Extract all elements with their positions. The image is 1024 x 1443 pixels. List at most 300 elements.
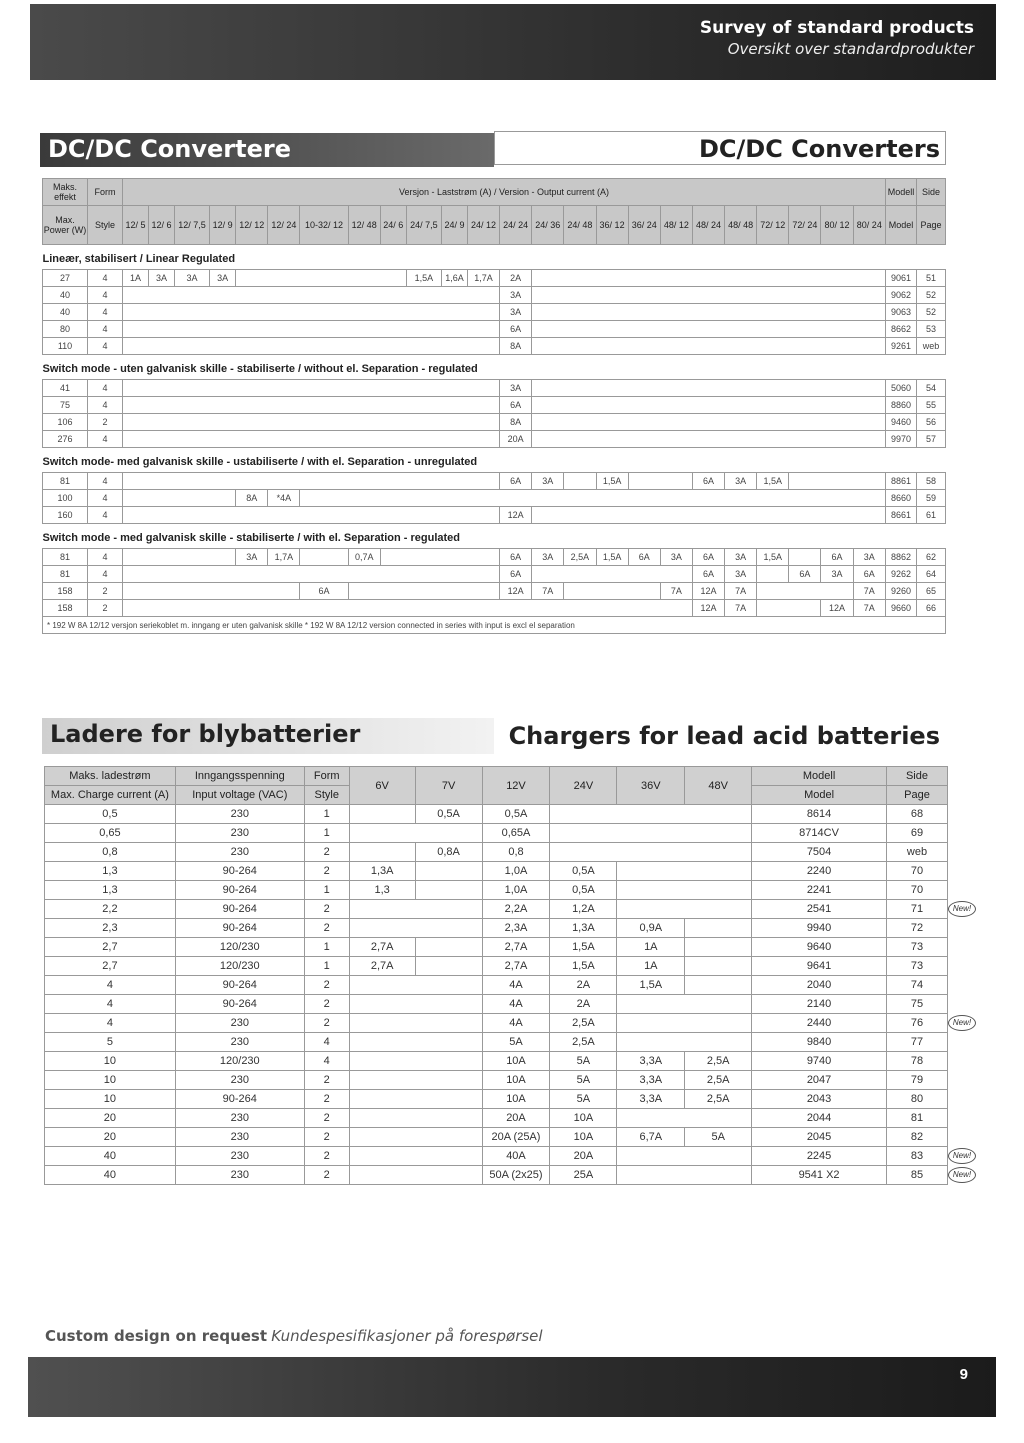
table-cell: 10A xyxy=(550,1128,617,1147)
table-cell: 90-264 xyxy=(175,1090,304,1109)
table-row xyxy=(45,938,948,957)
new-badge: New! xyxy=(948,1015,976,1031)
table-cell: 230 xyxy=(175,1071,304,1090)
table-cell: 7A xyxy=(660,583,692,600)
table-row xyxy=(45,957,948,976)
table-row xyxy=(43,431,946,448)
table-cell: 54 xyxy=(917,380,946,397)
empty-cell xyxy=(123,507,500,524)
table-cell: 2045 xyxy=(752,1128,887,1147)
table-cell: 3A xyxy=(210,270,236,287)
table-cell: 82 xyxy=(886,1128,947,1147)
table-cell: 68 xyxy=(886,805,947,824)
group-title: Switch mode - uten galvanisk skille - stabiliserte / without el. Separation - regulated xyxy=(42,363,478,375)
table-cell: 2,2 xyxy=(45,900,176,919)
empty-cell xyxy=(617,1109,752,1128)
table-row xyxy=(43,507,946,524)
table-cell: 1A xyxy=(123,270,149,287)
table-cell: 3A xyxy=(725,549,757,566)
table-cell: 10A xyxy=(482,1071,550,1090)
table-cell: 6A xyxy=(500,321,532,338)
table-cell: 8661 xyxy=(886,507,917,524)
empty-cell xyxy=(123,473,500,490)
table-cell: 9840 xyxy=(752,1033,887,1052)
table-cell: 10A xyxy=(482,1052,550,1071)
table-cell: 2,5A xyxy=(685,1071,752,1090)
empty-cell xyxy=(123,304,500,321)
table-cell: 2,5A xyxy=(685,1090,752,1109)
group-title-row xyxy=(43,245,946,270)
header-cell: Input voltage (VAC) xyxy=(175,786,304,805)
group-title: Switch mode- med galvanisk skille - ustabiliserte / with el. Separation - unregulated xyxy=(42,456,478,468)
table-cell: 40 xyxy=(43,304,88,321)
empty-cell xyxy=(123,287,500,304)
table-cell: 1,5A xyxy=(550,938,617,957)
empty-cell xyxy=(550,805,752,824)
table-cell: 3,3A xyxy=(617,1052,685,1071)
table-cell: 1 xyxy=(304,824,349,843)
table-cell: 4 xyxy=(88,380,123,397)
table-cell: 0,65 xyxy=(45,824,176,843)
empty-cell xyxy=(685,938,752,957)
table-row xyxy=(43,414,946,431)
page-number: 9 xyxy=(959,1366,968,1383)
table-cell: 8A xyxy=(500,414,532,431)
table-row xyxy=(43,270,946,287)
table-cell: 8861 xyxy=(886,473,917,490)
table-cell: 4 xyxy=(88,287,123,304)
empty-cell xyxy=(532,321,886,338)
empty-cell xyxy=(617,881,752,900)
table-cell: 9062 xyxy=(886,287,917,304)
table-cell: 76 xyxy=(886,1014,947,1033)
table-cell: 3A xyxy=(148,270,174,287)
table-row xyxy=(43,549,946,566)
table-cell: 9262 xyxy=(886,566,917,583)
table-row xyxy=(45,1033,948,1052)
table-cell: 71 xyxy=(886,900,947,919)
empty-cell xyxy=(757,600,821,617)
empty-cell xyxy=(617,995,752,1014)
header-cell: Style xyxy=(88,206,123,245)
table-cell: 8714CV xyxy=(752,824,887,843)
table-cell: 56 xyxy=(917,414,946,431)
table-cell: 3,3A xyxy=(617,1071,685,1090)
table-cell: 2,7A xyxy=(482,957,550,976)
version-header-cell: 12/ 12 xyxy=(236,206,268,245)
table-cell: 20 xyxy=(45,1109,176,1128)
table-cell: 230 xyxy=(175,824,304,843)
table-cell: 7504 xyxy=(752,843,887,862)
new-badge: New! xyxy=(948,1148,976,1164)
table-cell: 6,7A xyxy=(617,1128,685,1147)
table-cell: 8862 xyxy=(886,549,917,566)
new-badge: New! xyxy=(948,901,976,917)
empty-cell xyxy=(349,824,482,843)
table-row xyxy=(45,976,948,995)
table-cell: 4 xyxy=(304,1033,349,1052)
empty-cell xyxy=(532,431,886,448)
table-cell: 8A xyxy=(500,338,532,355)
footnote-row xyxy=(43,617,946,634)
table-cell: 3A xyxy=(821,566,853,583)
table-cell: 41 xyxy=(43,380,88,397)
table-cell: 40 xyxy=(43,287,88,304)
table-cell: 276 xyxy=(43,431,88,448)
table-cell: 62 xyxy=(917,549,946,566)
table-cell: 3,3A xyxy=(617,1090,685,1109)
header-cell: Max. Charge current (A) xyxy=(45,786,176,805)
empty-cell xyxy=(550,843,752,862)
table-cell: 61 xyxy=(917,507,946,524)
table-cell: 40 xyxy=(45,1147,176,1166)
table-cell: 2,7 xyxy=(45,938,176,957)
header-cell: Style xyxy=(304,786,349,805)
empty-cell xyxy=(532,397,886,414)
empty-cell xyxy=(617,1014,752,1033)
table-cell: 0,65A xyxy=(482,824,550,843)
table-cell: 0,5A xyxy=(482,805,550,824)
table-cell: 2241 xyxy=(752,881,887,900)
table-cell: 6A xyxy=(500,566,532,583)
table-cell: 3A xyxy=(660,549,692,566)
chargers-title-en: Chargers for lead acid batteries xyxy=(508,722,940,750)
table-cell: web xyxy=(917,338,946,355)
table-cell: 90-264 xyxy=(175,881,304,900)
table-cell: 90-264 xyxy=(175,919,304,938)
table-cell: 6A xyxy=(692,473,724,490)
table-cell: 106 xyxy=(43,414,88,431)
table-cell: 9061 xyxy=(886,270,917,287)
table-cell: 3A xyxy=(236,549,268,566)
voltage-header: 12V xyxy=(482,767,550,805)
table-cell: 2040 xyxy=(752,976,887,995)
table-cell: 2A xyxy=(500,270,532,287)
table-cell: 2,7 xyxy=(45,957,176,976)
table-cell: 10A xyxy=(482,1090,550,1109)
table-cell: 1,7A xyxy=(268,549,300,566)
empty-cell xyxy=(564,473,596,490)
table-cell: 8660 xyxy=(886,490,917,507)
table-cell: 1,0A xyxy=(482,881,550,900)
table-cell: 4 xyxy=(88,566,123,583)
version-header-cell: 24/ 36 xyxy=(532,206,564,245)
table-row xyxy=(43,566,946,583)
version-header-cell: 36/ 24 xyxy=(628,206,660,245)
empty-cell xyxy=(628,473,692,490)
table-row xyxy=(45,881,948,900)
table-cell: 0,5 xyxy=(45,805,176,824)
table-row xyxy=(45,824,948,843)
empty-cell xyxy=(349,919,482,938)
table-row xyxy=(45,919,948,938)
empty-cell xyxy=(789,549,821,566)
table-cell: 0,7A xyxy=(348,549,380,566)
table-cell: 1,5A xyxy=(550,957,617,976)
table-row xyxy=(43,600,946,617)
empty-cell xyxy=(532,338,886,355)
table-cell: 69 xyxy=(886,824,947,843)
table-cell: 2 xyxy=(304,1166,349,1185)
version-header-cell: 48/ 12 xyxy=(660,206,692,245)
empty-cell xyxy=(532,566,693,583)
table-cell: 9261 xyxy=(886,338,917,355)
table-cell: 100 xyxy=(43,490,88,507)
table-row xyxy=(43,473,946,490)
empty-cell xyxy=(123,583,300,600)
empty-cell xyxy=(415,881,482,900)
empty-cell xyxy=(532,414,886,431)
table-cell: 5 xyxy=(45,1033,176,1052)
table-cell: 52 xyxy=(917,287,946,304)
table-cell: 2047 xyxy=(752,1071,887,1090)
page-title: Survey of standard products xyxy=(699,18,974,38)
table-cell: 230 xyxy=(175,1166,304,1185)
version-header-cell: 24/ 7,5 xyxy=(406,206,441,245)
header-cell: Page xyxy=(886,786,947,805)
empty-cell xyxy=(757,566,789,583)
table-cell: 7A xyxy=(853,600,885,617)
table-row xyxy=(43,583,946,600)
table-cell: 158 xyxy=(43,583,88,600)
table-cell: 0,8 xyxy=(45,843,176,862)
table-cell: web xyxy=(886,843,947,862)
voltage-header: 48V xyxy=(685,767,752,805)
empty-cell xyxy=(123,549,236,566)
table-cell: 85 xyxy=(886,1166,947,1185)
table-cell: 70 xyxy=(886,881,947,900)
chargers-title-no: Ladere for blybatterier xyxy=(42,718,494,754)
empty-cell xyxy=(123,566,500,583)
table-cell: 2 xyxy=(88,600,123,617)
table-cell: 12A xyxy=(500,507,532,524)
table-cell: 1A xyxy=(617,957,685,976)
table-cell: 12A xyxy=(500,583,532,600)
table-cell: 80 xyxy=(43,321,88,338)
table-cell: 40 xyxy=(45,1166,176,1185)
table-cell: 6A xyxy=(500,397,532,414)
table-cell: 3A xyxy=(725,566,757,583)
empty-cell xyxy=(349,976,482,995)
table-cell: 9063 xyxy=(886,304,917,321)
table-row xyxy=(43,380,946,397)
version-header-cell: 48/ 48 xyxy=(725,206,757,245)
empty-cell xyxy=(123,431,500,448)
table-cell: 4 xyxy=(88,304,123,321)
empty-cell xyxy=(349,1071,482,1090)
voltage-header: 6V xyxy=(349,767,415,805)
table-cell: 2,5A xyxy=(564,549,596,566)
table-cell: 1,3 xyxy=(45,862,176,881)
table-cell: 52 xyxy=(917,304,946,321)
version-header-cell: 12/ 48 xyxy=(348,206,380,245)
table-cell: 7A xyxy=(853,583,885,600)
group-title-row xyxy=(43,355,946,380)
table-cell: 1 xyxy=(304,881,349,900)
table-row xyxy=(43,397,946,414)
empty-cell xyxy=(236,270,407,287)
table-row xyxy=(45,1071,948,1090)
empty-cell xyxy=(789,473,886,490)
table-cell: 80 xyxy=(886,1090,947,1109)
table-cell: 5A xyxy=(550,1052,617,1071)
table-cell: 53 xyxy=(917,321,946,338)
table-cell: 2140 xyxy=(752,995,887,1014)
table-cell: 2,7A xyxy=(349,957,415,976)
table-cell: 9641 xyxy=(752,957,887,976)
empty-cell xyxy=(123,414,500,431)
table-cell: 10A xyxy=(550,1109,617,1128)
table-cell: 3A xyxy=(500,304,532,321)
empty-cell xyxy=(564,583,660,600)
table-cell: 51 xyxy=(917,270,946,287)
table-cell: 81 xyxy=(43,566,88,583)
version-header-cell: 12/ 7,5 xyxy=(174,206,209,245)
table-cell: 1 xyxy=(304,938,349,957)
table-cell: 90-264 xyxy=(175,976,304,995)
table-cell: 2,5A xyxy=(550,1014,617,1033)
table-cell: 7A xyxy=(532,583,564,600)
table-cell: 120/230 xyxy=(175,938,304,957)
table-cell: 2 xyxy=(304,976,349,995)
table-row xyxy=(45,1052,948,1071)
table-cell: 5060 xyxy=(886,380,917,397)
table-cell: 120/230 xyxy=(175,957,304,976)
empty-cell xyxy=(123,338,500,355)
table-cell: 2A xyxy=(550,976,617,995)
empty-cell xyxy=(123,321,500,338)
table-cell: 1 xyxy=(304,805,349,824)
empty-cell xyxy=(532,270,886,287)
table-cell: 2 xyxy=(304,1147,349,1166)
empty-cell xyxy=(685,957,752,976)
table-cell: 2 xyxy=(304,1071,349,1090)
table-cell: 59 xyxy=(917,490,946,507)
table-cell: 2 xyxy=(88,414,123,431)
table-cell: 81 xyxy=(43,549,88,566)
version-header-cell: 12/ 5 xyxy=(123,206,149,245)
table-cell: 2,3A xyxy=(482,919,550,938)
table-cell: 1,3 xyxy=(349,881,415,900)
empty-cell xyxy=(349,1033,482,1052)
table-cell: 9740 xyxy=(752,1052,887,1071)
table-cell: 1,7A xyxy=(467,270,499,287)
table-cell: 90-264 xyxy=(175,995,304,1014)
footer-bold: Custom design on request xyxy=(45,1327,268,1345)
header-cell: Modell xyxy=(752,767,887,786)
version-header-cell: 80/ 12 xyxy=(821,206,853,245)
version-header-cell: 48/ 24 xyxy=(692,206,724,245)
table-cell: 4 xyxy=(88,473,123,490)
page-subtitle: Oversikt over standardprodukter xyxy=(727,40,974,58)
dc-title-no: DC/DC Convertere xyxy=(40,133,494,167)
empty-cell xyxy=(123,380,500,397)
table-cell: 3A xyxy=(532,549,564,566)
table-cell: 75 xyxy=(886,995,947,1014)
table-cell: 2240 xyxy=(752,862,887,881)
table-row xyxy=(43,304,946,321)
header-cell: Inngangsspenning xyxy=(175,767,304,786)
table-row xyxy=(43,338,946,355)
table-cell: 66 xyxy=(917,600,946,617)
table-cell: 2,2A xyxy=(482,900,550,919)
table-cell: 1,2A xyxy=(550,900,617,919)
empty-cell xyxy=(617,1147,752,1166)
table-cell: 230 xyxy=(175,805,304,824)
table-cell: 2 xyxy=(304,1090,349,1109)
table-cell: 230 xyxy=(175,843,304,862)
empty-cell xyxy=(349,1147,482,1166)
table-row xyxy=(45,805,948,824)
table-cell: 230 xyxy=(175,1128,304,1147)
version-header-cell: 24/ 12 xyxy=(467,206,499,245)
empty-cell xyxy=(349,1109,482,1128)
table-cell: 1,5A xyxy=(617,976,685,995)
table-cell: 6A xyxy=(300,583,348,600)
voltage-header: 24V xyxy=(550,767,617,805)
table-cell: 10 xyxy=(45,1052,176,1071)
header-cell: Maks. ladestrøm xyxy=(45,767,176,786)
empty-cell xyxy=(300,549,348,566)
empty-cell xyxy=(349,1128,482,1147)
empty-cell xyxy=(380,549,499,566)
table-cell: 1,5A xyxy=(757,473,789,490)
table-cell: 1,3A xyxy=(550,919,617,938)
version-header-cell: 12/ 9 xyxy=(210,206,236,245)
table-cell: 83 xyxy=(886,1147,947,1166)
version-header-cell: 24/ 9 xyxy=(441,206,467,245)
table-cell: 4 xyxy=(45,976,176,995)
table-cell: 12A xyxy=(692,583,724,600)
table-cell: 5A xyxy=(550,1090,617,1109)
table-cell: 20A xyxy=(500,431,532,448)
table-cell: 2 xyxy=(304,1128,349,1147)
table-header-row xyxy=(43,179,946,206)
table-cell: 6A xyxy=(853,566,885,583)
table-cell: 90-264 xyxy=(175,900,304,919)
table-cell: 110 xyxy=(43,338,88,355)
table-cell: 4 xyxy=(88,338,123,355)
table-row xyxy=(45,1147,948,1166)
table-cell: 9940 xyxy=(752,919,887,938)
header-cell: Form xyxy=(304,767,349,786)
new-badge: New! xyxy=(948,1167,976,1183)
empty-cell xyxy=(685,976,752,995)
dcdc-table xyxy=(42,178,946,634)
table-row xyxy=(45,1109,948,1128)
group-title: Switch mode - med galvanisk skille - stabiliserte / with el. Separation - regulated xyxy=(42,532,461,544)
table-cell: 3A xyxy=(853,549,885,566)
header-cell: Form xyxy=(88,179,123,206)
table-cell: 3A xyxy=(174,270,209,287)
table-cell: 27 xyxy=(43,270,88,287)
table-cell: 1,6A xyxy=(441,270,467,287)
table-cell: 58 xyxy=(917,473,946,490)
table-cell: 3A xyxy=(532,473,564,490)
empty-cell xyxy=(617,1166,752,1185)
table-cell: 7A xyxy=(725,600,757,617)
table-cell: 81 xyxy=(43,473,88,490)
table-cell: 12A xyxy=(692,600,724,617)
table-cell: 2,3 xyxy=(45,919,176,938)
header-cell: Versjon - Laststrøm (A) / Version - Output current (A) xyxy=(123,179,886,206)
table-cell: 1,5A xyxy=(596,473,628,490)
table-cell: 70 xyxy=(886,862,947,881)
table-cell: 6A xyxy=(500,473,532,490)
table-row xyxy=(45,1014,948,1033)
table-cell: 20A (25A) xyxy=(482,1128,550,1147)
table-cell: 2 xyxy=(304,1109,349,1128)
